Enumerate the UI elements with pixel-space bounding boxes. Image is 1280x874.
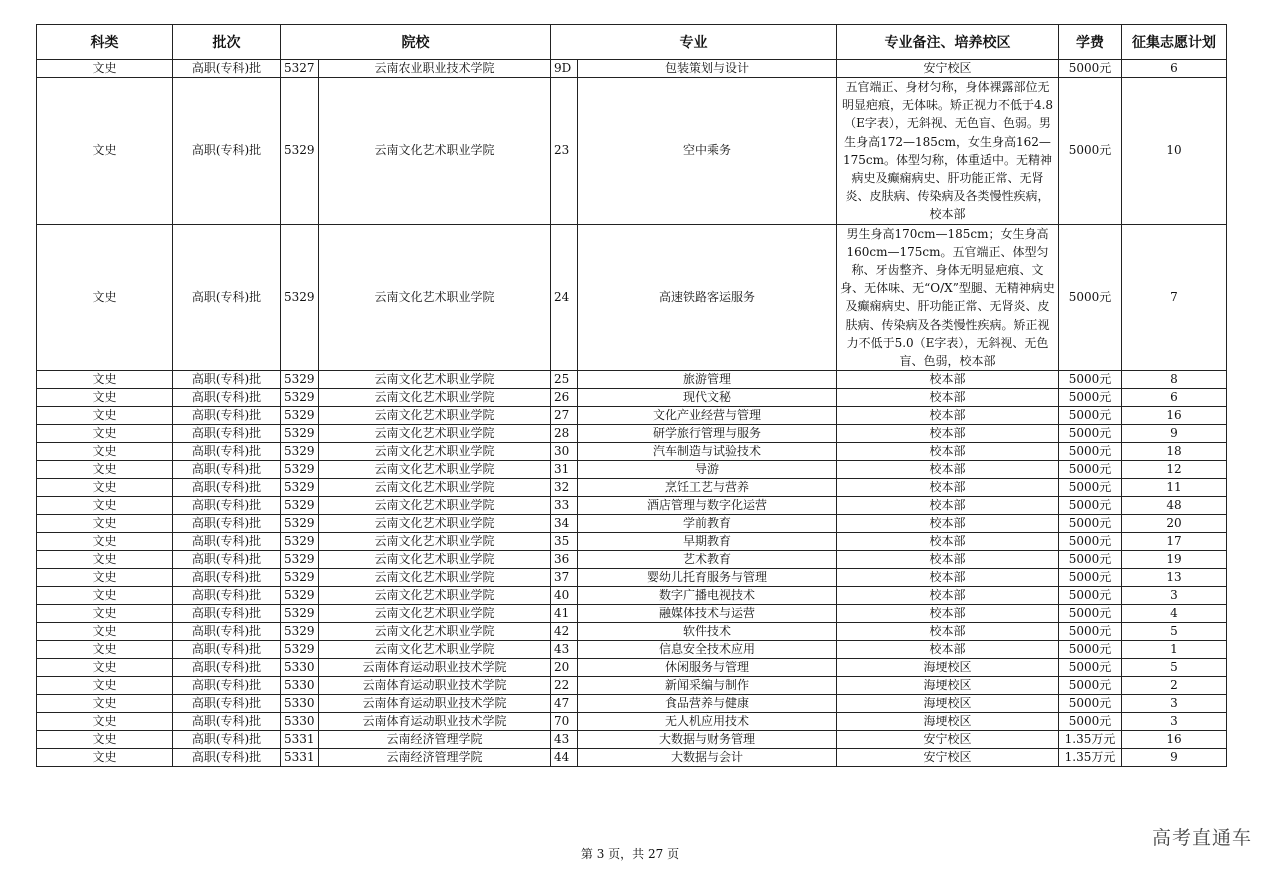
cell-notes-campus: 海埂校区 <box>837 695 1059 713</box>
cell-college-code: 5330 <box>281 677 319 695</box>
cell-plan-count: 8 <box>1122 371 1227 389</box>
cell-college-code: 5327 <box>281 60 319 78</box>
cell-tuition: 5000元 <box>1059 224 1122 371</box>
cell-plan-count: 16 <box>1122 731 1227 749</box>
cell-major-code: 43 <box>551 641 578 659</box>
cell-college-name: 云南体育运动职业技术学院 <box>319 677 551 695</box>
cell-plan-count: 6 <box>1122 389 1227 407</box>
cell-major-name: 融媒体技术与运营 <box>578 605 837 623</box>
table-row <box>37 443 1227 461</box>
cell-major-name: 旅游管理 <box>578 371 837 389</box>
cell-tuition: 5000元 <box>1059 623 1122 641</box>
cell-category: 文史 <box>37 677 173 695</box>
cell-college-name: 云南文化艺术职业学院 <box>319 443 551 461</box>
cell-notes-campus: 安宁校区 <box>837 731 1059 749</box>
cell-college-name: 云南体育运动职业技术学院 <box>319 713 551 731</box>
cell-college-code: 5329 <box>281 425 319 443</box>
cell-plan-count: 20 <box>1122 515 1227 533</box>
cell-college-name: 云南体育运动职业技术学院 <box>319 659 551 677</box>
cell-notes-campus: 五官端正、身材匀称，身体裸露部位无明显疤痕，无体味。矫正视力不低于4.8（E字表），无斜视、无色盲、色弱。男生身高172—185cm，女生身高162—175cm。体型匀称，体重适中。无精神病史及癫痫病史、肝功能正常、无肾炎、皮肤病、传染病及各类慢性疾病，校本部 <box>837 78 1059 225</box>
header-tuition: 学费 <box>1059 25 1122 60</box>
cell-tuition: 5000元 <box>1059 659 1122 677</box>
cell-tuition: 5000元 <box>1059 497 1122 515</box>
cell-major-name: 食品营养与健康 <box>578 695 837 713</box>
cell-batch: 高职(专科)批 <box>173 60 281 78</box>
table-row <box>37 515 1227 533</box>
cell-batch: 高职(专科)批 <box>173 713 281 731</box>
cell-plan-count: 18 <box>1122 443 1227 461</box>
cell-major-name: 现代文秘 <box>578 389 837 407</box>
cell-major-code: 20 <box>551 659 578 677</box>
cell-notes-campus: 校本部 <box>837 497 1059 515</box>
cell-college-name: 云南文化艺术职业学院 <box>319 551 551 569</box>
cell-major-code: 37 <box>551 569 578 587</box>
cell-college-code: 5329 <box>281 605 319 623</box>
cell-notes-campus: 安宁校区 <box>837 60 1059 78</box>
cell-notes-campus: 校本部 <box>837 605 1059 623</box>
cell-college-name: 云南文化艺术职业学院 <box>319 533 551 551</box>
cell-college-code: 5330 <box>281 695 319 713</box>
cell-college-code: 5331 <box>281 749 319 767</box>
cell-batch: 高职(专科)批 <box>173 497 281 515</box>
cell-batch: 高职(专科)批 <box>173 371 281 389</box>
cell-major-code: 9D <box>551 60 578 78</box>
page-number: 第 3 页，共 27 页 <box>580 847 680 861</box>
cell-notes-campus: 校本部 <box>837 407 1059 425</box>
header-category: 科类 <box>37 25 173 60</box>
table-row <box>37 677 1227 695</box>
admission-plan-table <box>36 24 1227 767</box>
cell-college-code: 5331 <box>281 731 319 749</box>
cell-tuition: 5000元 <box>1059 551 1122 569</box>
cell-plan-count: 11 <box>1122 479 1227 497</box>
cell-batch: 高职(专科)批 <box>173 587 281 605</box>
cell-plan-count: 1 <box>1122 641 1227 659</box>
table-row <box>37 461 1227 479</box>
cell-major-name: 包装策划与设计 <box>578 60 837 78</box>
cell-college-name: 云南文化艺术职业学院 <box>319 407 551 425</box>
cell-major-code: 24 <box>551 224 578 371</box>
cell-major-code: 42 <box>551 623 578 641</box>
table-row <box>37 569 1227 587</box>
cell-college-code: 5329 <box>281 407 319 425</box>
cell-tuition: 5000元 <box>1059 641 1122 659</box>
cell-batch: 高职(专科)批 <box>173 749 281 767</box>
cell-category: 文史 <box>37 371 173 389</box>
cell-tuition: 5000元 <box>1059 425 1122 443</box>
cell-college-name: 云南文化艺术职业学院 <box>319 497 551 515</box>
cell-college-name: 云南文化艺术职业学院 <box>319 605 551 623</box>
cell-college-code: 5329 <box>281 551 319 569</box>
cell-category: 文史 <box>37 60 173 78</box>
cell-college-code: 5329 <box>281 641 319 659</box>
table-row <box>37 641 1227 659</box>
cell-major-name: 烹饪工艺与营养 <box>578 479 837 497</box>
cell-plan-count: 13 <box>1122 569 1227 587</box>
cell-tuition: 5000元 <box>1059 371 1122 389</box>
cell-tuition: 5000元 <box>1059 533 1122 551</box>
table-row <box>37 497 1227 515</box>
cell-notes-campus: 海埂校区 <box>837 713 1059 731</box>
cell-tuition: 5000元 <box>1059 443 1122 461</box>
cell-major-code: 31 <box>551 461 578 479</box>
cell-major-code: 23 <box>551 78 578 225</box>
cell-notes-campus: 校本部 <box>837 587 1059 605</box>
cell-category: 文史 <box>37 731 173 749</box>
cell-notes-campus: 校本部 <box>837 551 1059 569</box>
cell-college-name: 云南文化艺术职业学院 <box>319 224 551 371</box>
cell-major-code: 43 <box>551 731 578 749</box>
cell-college-code: 5329 <box>281 497 319 515</box>
cell-major-name: 酒店管理与数字化运营 <box>578 497 837 515</box>
cell-category: 文史 <box>37 695 173 713</box>
cell-college-code: 5329 <box>281 533 319 551</box>
cell-plan-count: 12 <box>1122 461 1227 479</box>
cell-plan-count: 48 <box>1122 497 1227 515</box>
cell-batch: 高职(专科)批 <box>173 224 281 371</box>
cell-major-name: 大数据与会计 <box>578 749 837 767</box>
cell-college-code: 5329 <box>281 78 319 225</box>
cell-college-name: 云南文化艺术职业学院 <box>319 515 551 533</box>
watermark: 高考直通车 <box>1151 827 1252 849</box>
cell-major-name: 软件技术 <box>578 623 837 641</box>
cell-college-name: 云南文化艺术职业学院 <box>319 461 551 479</box>
cell-major-name: 婴幼儿托育服务与管理 <box>578 569 837 587</box>
cell-plan-count: 7 <box>1122 224 1227 371</box>
cell-college-name: 云南体育运动职业技术学院 <box>319 695 551 713</box>
cell-notes-campus: 校本部 <box>837 623 1059 641</box>
cell-major-code: 70 <box>551 713 578 731</box>
cell-category: 文史 <box>37 78 173 225</box>
cell-major-code: 22 <box>551 677 578 695</box>
table-row <box>37 479 1227 497</box>
cell-college-name: 云南文化艺术职业学院 <box>319 569 551 587</box>
cell-batch: 高职(专科)批 <box>173 551 281 569</box>
table-row <box>37 371 1227 389</box>
table-row <box>37 60 1227 78</box>
cell-tuition: 5000元 <box>1059 407 1122 425</box>
cell-college-code: 5329 <box>281 461 319 479</box>
cell-major-code: 35 <box>551 533 578 551</box>
table-row <box>37 407 1227 425</box>
cell-notes-campus: 男生身高170cm—185cm；女生身高160cm—175cm。五官端正、体型匀称、牙齿整齐、身体无明显疤痕、文身、无体味、无“O/X”型腿、无精神病史及癫痫病史、肝功能正常、无肾炎、皮肤病、传染病及各类慢性疾病。矫正视力不低于5.0（E字表），无斜视、无色盲、色弱，校本部 <box>837 224 1059 371</box>
cell-college-name: 云南文化艺术职业学院 <box>319 389 551 407</box>
cell-category: 文史 <box>37 461 173 479</box>
cell-plan-count: 16 <box>1122 407 1227 425</box>
table-row <box>37 659 1227 677</box>
cell-major-name: 文化产业经营与管理 <box>578 407 837 425</box>
cell-major-name: 空中乘务 <box>578 78 837 225</box>
cell-batch: 高职(专科)批 <box>173 641 281 659</box>
cell-college-name: 云南经济管理学院 <box>319 749 551 767</box>
cell-category: 文史 <box>37 659 173 677</box>
cell-batch: 高职(专科)批 <box>173 443 281 461</box>
cell-college-code: 5329 <box>281 515 319 533</box>
cell-major-code: 25 <box>551 371 578 389</box>
cell-major-name: 大数据与财务管理 <box>578 731 837 749</box>
table-row <box>37 425 1227 443</box>
header-notes-campus: 专业备注、培养校区 <box>837 25 1059 60</box>
cell-plan-count: 6 <box>1122 60 1227 78</box>
table-row <box>37 224 1227 371</box>
cell-major-code: 32 <box>551 479 578 497</box>
cell-notes-campus: 校本部 <box>837 389 1059 407</box>
cell-college-code: 5329 <box>281 224 319 371</box>
cell-plan-count: 2 <box>1122 677 1227 695</box>
cell-batch: 高职(专科)批 <box>173 677 281 695</box>
cell-college-name: 云南文化艺术职业学院 <box>319 425 551 443</box>
cell-batch: 高职(专科)批 <box>173 605 281 623</box>
table-row <box>37 78 1227 225</box>
cell-major-name: 数字广播电视技术 <box>578 587 837 605</box>
cell-tuition: 5000元 <box>1059 515 1122 533</box>
header-plan: 征集志愿计划 <box>1122 25 1227 60</box>
cell-batch: 高职(专科)批 <box>173 515 281 533</box>
cell-batch: 高职(专科)批 <box>173 623 281 641</box>
cell-plan-count: 5 <box>1122 659 1227 677</box>
cell-category: 文史 <box>37 587 173 605</box>
table-row <box>37 533 1227 551</box>
cell-category: 文史 <box>37 443 173 461</box>
cell-batch: 高职(专科)批 <box>173 731 281 749</box>
cell-notes-campus: 校本部 <box>837 479 1059 497</box>
cell-plan-count: 3 <box>1122 587 1227 605</box>
cell-tuition: 5000元 <box>1059 479 1122 497</box>
cell-major-name: 休闲服务与管理 <box>578 659 837 677</box>
cell-plan-count: 9 <box>1122 749 1227 767</box>
cell-tuition: 5000元 <box>1059 713 1122 731</box>
cell-batch: 高职(专科)批 <box>173 407 281 425</box>
cell-tuition: 1.35万元 <box>1059 731 1122 749</box>
cell-notes-campus: 安宁校区 <box>837 749 1059 767</box>
cell-category: 文史 <box>37 641 173 659</box>
cell-plan-count: 19 <box>1122 551 1227 569</box>
cell-college-code: 5329 <box>281 443 319 461</box>
header-major: 专业 <box>551 25 837 60</box>
cell-batch: 高职(专科)批 <box>173 695 281 713</box>
cell-tuition: 1.35万元 <box>1059 749 1122 767</box>
cell-category: 文史 <box>37 515 173 533</box>
cell-major-name: 新闻采编与制作 <box>578 677 837 695</box>
cell-notes-campus: 校本部 <box>837 533 1059 551</box>
cell-major-name: 导游 <box>578 461 837 479</box>
cell-major-code: 33 <box>551 497 578 515</box>
cell-notes-campus: 海埂校区 <box>837 677 1059 695</box>
cell-major-name: 无人机应用技术 <box>578 713 837 731</box>
cell-tuition: 5000元 <box>1059 78 1122 225</box>
header-college: 院校 <box>281 25 551 60</box>
cell-major-name: 研学旅行管理与服务 <box>578 425 837 443</box>
table-row <box>37 731 1227 749</box>
cell-notes-campus: 校本部 <box>837 443 1059 461</box>
cell-major-code: 36 <box>551 551 578 569</box>
cell-category: 文史 <box>37 389 173 407</box>
cell-plan-count: 10 <box>1122 78 1227 225</box>
cell-batch: 高职(专科)批 <box>173 78 281 225</box>
cell-major-name: 汽车制造与试验技术 <box>578 443 837 461</box>
table-row <box>37 623 1227 641</box>
cell-category: 文史 <box>37 713 173 731</box>
cell-plan-count: 3 <box>1122 713 1227 731</box>
cell-college-code: 5330 <box>281 659 319 677</box>
cell-notes-campus: 校本部 <box>837 425 1059 443</box>
cell-major-code: 40 <box>551 587 578 605</box>
cell-category: 文史 <box>37 425 173 443</box>
cell-notes-campus: 校本部 <box>837 371 1059 389</box>
cell-college-code: 5329 <box>281 371 319 389</box>
table-row <box>37 605 1227 623</box>
cell-notes-campus: 校本部 <box>837 515 1059 533</box>
cell-major-name: 早期教育 <box>578 533 837 551</box>
cell-category: 文史 <box>37 605 173 623</box>
cell-major-code: 28 <box>551 425 578 443</box>
cell-batch: 高职(专科)批 <box>173 479 281 497</box>
cell-college-name: 云南文化艺术职业学院 <box>319 623 551 641</box>
cell-major-code: 27 <box>551 407 578 425</box>
cell-batch: 高职(专科)批 <box>173 425 281 443</box>
cell-college-code: 5329 <box>281 587 319 605</box>
cell-major-code: 47 <box>551 695 578 713</box>
header-row <box>37 25 1227 60</box>
cell-major-code: 34 <box>551 515 578 533</box>
cell-batch: 高职(专科)批 <box>173 461 281 479</box>
cell-category: 文史 <box>37 749 173 767</box>
table-row <box>37 587 1227 605</box>
cell-college-name: 云南文化艺术职业学院 <box>319 587 551 605</box>
cell-notes-campus: 校本部 <box>837 569 1059 587</box>
cell-category: 文史 <box>37 569 173 587</box>
cell-batch: 高职(专科)批 <box>173 659 281 677</box>
cell-tuition: 5000元 <box>1059 695 1122 713</box>
cell-plan-count: 5 <box>1122 623 1227 641</box>
cell-plan-count: 17 <box>1122 533 1227 551</box>
cell-major-name: 学前教育 <box>578 515 837 533</box>
cell-tuition: 5000元 <box>1059 389 1122 407</box>
cell-college-name: 云南农业职业技术学院 <box>319 60 551 78</box>
cell-college-name: 云南文化艺术职业学院 <box>319 371 551 389</box>
cell-college-name: 云南文化艺术职业学院 <box>319 78 551 225</box>
cell-major-name: 信息安全技术应用 <box>578 641 837 659</box>
cell-tuition: 5000元 <box>1059 60 1122 78</box>
cell-major-code: 30 <box>551 443 578 461</box>
cell-college-name: 云南文化艺术职业学院 <box>319 479 551 497</box>
table-row <box>37 389 1227 407</box>
cell-college-code: 5329 <box>281 479 319 497</box>
cell-batch: 高职(专科)批 <box>173 533 281 551</box>
cell-major-name: 高速铁路客运服务 <box>578 224 837 371</box>
table-row <box>37 551 1227 569</box>
header-batch: 批次 <box>173 25 281 60</box>
cell-major-name: 艺术教育 <box>578 551 837 569</box>
cell-category: 文史 <box>37 497 173 515</box>
cell-category: 文史 <box>37 479 173 497</box>
cell-tuition: 5000元 <box>1059 605 1122 623</box>
cell-notes-campus: 校本部 <box>837 461 1059 479</box>
cell-category: 文史 <box>37 224 173 371</box>
cell-category: 文史 <box>37 407 173 425</box>
cell-category: 文史 <box>37 551 173 569</box>
cell-tuition: 5000元 <box>1059 461 1122 479</box>
table-row <box>37 695 1227 713</box>
table-row <box>37 713 1227 731</box>
cell-college-code: 5330 <box>281 713 319 731</box>
cell-notes-campus: 校本部 <box>837 641 1059 659</box>
cell-tuition: 5000元 <box>1059 587 1122 605</box>
cell-major-code: 44 <box>551 749 578 767</box>
cell-plan-count: 9 <box>1122 425 1227 443</box>
cell-notes-campus: 海埂校区 <box>837 659 1059 677</box>
cell-category: 文史 <box>37 623 173 641</box>
cell-plan-count: 3 <box>1122 695 1227 713</box>
cell-college-name: 云南文化艺术职业学院 <box>319 641 551 659</box>
cell-college-code: 5329 <box>281 569 319 587</box>
cell-major-code: 26 <box>551 389 578 407</box>
cell-plan-count: 4 <box>1122 605 1227 623</box>
table-row <box>37 749 1227 767</box>
cell-category: 文史 <box>37 533 173 551</box>
cell-college-code: 5329 <box>281 623 319 641</box>
cell-batch: 高职(专科)批 <box>173 569 281 587</box>
cell-batch: 高职(专科)批 <box>173 389 281 407</box>
cell-tuition: 5000元 <box>1059 569 1122 587</box>
cell-college-name: 云南经济管理学院 <box>319 731 551 749</box>
cell-college-code: 5329 <box>281 389 319 407</box>
cell-tuition: 5000元 <box>1059 677 1122 695</box>
cell-major-code: 41 <box>551 605 578 623</box>
